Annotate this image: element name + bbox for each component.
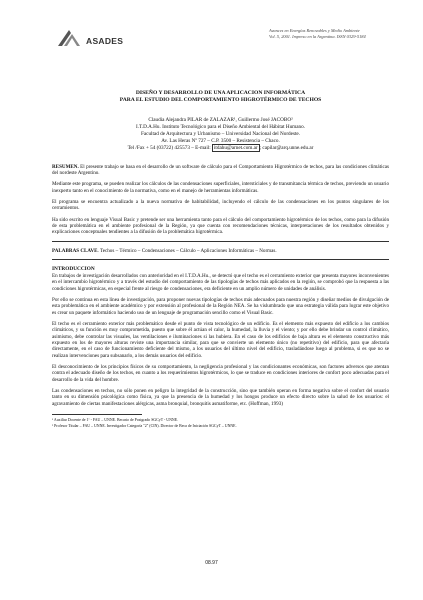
intro-paragraph-4: El desconocimiento de los principios físicos de su comportamiento, la negligencia profesional y las condicionantes económicas, son factores adversos que atentan contra el adecuado diseño de los techos, en cuanto a los requerimientos higrotérmicos, lo que se traduce en condiciones interiores de confort poco adecuadas para el desarrollo de la vida del hombre. <box>52 364 389 383</box>
page-number: 08.97 <box>205 560 218 566</box>
address-line: Av. Las Heras Nº 727 – C.P. 3500 – Resistencia – Chaco. <box>161 137 280 144</box>
intro-paragraph-5: Las condensaciones en techos, no sólo ponen en peligro la integridad de la construcción, sino que también operan en forma negativa sobre el confort del usuario tanto en su dimensión psicológica como física, ya que la presencia de la humedad y los hongos produce un efecto directo sobre la salud de los usuarios: el agravamiento de ciertas manifestaciones alérgicas, asma bronquial, bronquitis asmatiforme, etc. (Hoffman, 1993) <box>52 388 389 407</box>
author-names: Claudia Alejandra PILAR de ZALAZAR¹, Guillermo José JACOBO² <box>148 117 293 123</box>
paper-title <box>52 90 389 104</box>
contact-prefix: Tel /Fax + 54 (03722) 425573 – E-mail: <box>127 144 211 151</box>
keywords-label: PALABRAS CLAVE <box>52 247 98 254</box>
asades-logo-icon <box>58 30 80 46</box>
institution-line-2: Facultad de Arquitectura y Urbanismo – Universidad Nacional del Nordeste. <box>140 130 301 137</box>
email-link-primary[interactable]: itdahu@arnet.com.ar <box>213 144 258 151</box>
keywords-text: . Techos – Térmico – Condensaciones – Cálculo – Aplicaciones Informáticas – Normas. <box>97 247 277 254</box>
section-heading-introduccion: INTRODUCCION <box>52 265 95 272</box>
abstract-text-1: El presente trabajo se basa en el desarrollo de un software de cálculo para el Comportamiento Higrotérmico de techos, para las condiciones climáticas del nordeste Argentino. <box>52 163 389 176</box>
page-header <box>52 0 389 62</box>
author-block <box>52 117 389 152</box>
institution-line-1: I.T.D.A.Hu. Instituto Tecnológico para el Diseño Ambiental del Hábitat Humano. <box>135 123 305 130</box>
title-line-2: PARA EL ESTUDIO DEL COMPORTAMIENTO HIGROTÉRMICO DE TECHOS <box>119 97 322 103</box>
abstract-paragraph-3: El programa se encuentra actualizado a la nueva normativa de habitabilidad, incluyendo el cálculo de las condensaciones en los puntos singulares de los cerramientos. <box>52 198 389 212</box>
section-divider-top <box>52 241 389 242</box>
logo-text: ASADES <box>86 36 124 46</box>
journal-line-1: Avances en Energías Renovables y Medio Ambiente <box>269 28 360 33</box>
intro-paragraph-2: Por ello se continua en esta línea de investigación, para proponer nuevas tipologías de techos más adecuados para nuestra región y diseñar medios de divulgación de esta problemática en el ambiente académico y por extensión al profesional de la Región NEA. Se ha vislumbrado que una estrategia válida para lograr este objetivo es crear un paquete informático haciendo uso de un lenguaje de programación sencillo como el Visual Basic. <box>52 297 389 316</box>
abstract-paragraph-2: Mediante este programa, se pueden realizar los cálculos de las condensaciones superficiales, intersticiales y de transmitancia térmica de techos, previendo un usuario inexperto tanto en el conocimiento de la normativa, como en el manejo de herramientas informáticas. <box>52 181 389 194</box>
intro-paragraph-1: En trabajos de investigación desarrollados con anterioridad en el I.T.D.A.Hu., se detectó que el techo es el cerramiento exterior que presenta mayores inconvenientes en el intercambio higrotérmico y a través del estudio del comportamiento de las tipologías de techos más aplicados en la región, se comprobó que la respuesta a las condiciones higrotérmicas, en especial frente al riesgo de condensaciones, era deficiente en un amplio número de unidades de análisis. <box>52 272 389 292</box>
intro-paragraph-3: El techo es el cerramiento exterior más problemático desde el punto de vista tecnológico de un edificio. Es el elemento más expuesto del edificio a los cambios climáticos, y su función es muy comprometida, puesto que sobre él actúan el calor, la humedad, la lluvia y el viento; y por ello debe brindar un control climático, asimismo, debe controlar las visuales, las ventilaciones e iluminaciones si las hubiera. En el caso de los edificios de baja altura es el elemento constructivo más expuesto en los de mayores alturas reviste una importancia similar, para que se convierte un elemento único (no repetitivo) del edificio, para que afectaría directamente, en el caso de funcionamiento deficiente del mismo, a los usuarios del último nivel del edificio, trasladándose luego al problema, si es que no se realizan intervenciones para subsanarlo, a los demás usuarios del edificio. <box>52 321 389 359</box>
abstract-paragraph-4: Ha sido escrito en lenguaje Visual Basic y pretende ser una herramienta tanto para el cálculo del comportamiento higrotérmico de los techos, como para la difusión de esta problemática en el ambiente profesional de la Región, ya que cuenta con recomendaciones técnicas, interpretaciones de los resultados obtenidos y explicaciones conceptuales tendientes a la difusión de la problemática higrotérmica. <box>52 216 389 236</box>
abstract-label: RESUMEN. <box>52 163 79 170</box>
contact-line <box>52 145 389 152</box>
section-divider-bottom <box>52 259 389 260</box>
footnote-1: ¹ Auxiliar Docente de 1º - FAU – UNNE. Becario de Postgrado SGCyT - UNNE. <box>52 418 179 423</box>
abstract-paragraph-1 <box>52 164 389 177</box>
keywords-line <box>52 248 389 254</box>
journal-reference <box>269 28 389 39</box>
email-link-secondary[interactable]: ; capilar@arq.unne.edu.ar <box>259 144 314 151</box>
footnote-2: ² Profesor Titular – FAU – UNNE. Investigador Categoría "2" (CIN). Director de Beca de Iniciación SGCyT – UNNE. <box>52 423 237 428</box>
title-line-1: DISEÑO Y DESARROLLO DE UNA APLICACION INFORMÁTICA <box>135 90 306 96</box>
journal-line-2: Vol. 5, 2001. Impreso en la Argentina. ISSN 0329-5184 <box>269 33 366 39</box>
footnote-rule <box>52 414 142 415</box>
